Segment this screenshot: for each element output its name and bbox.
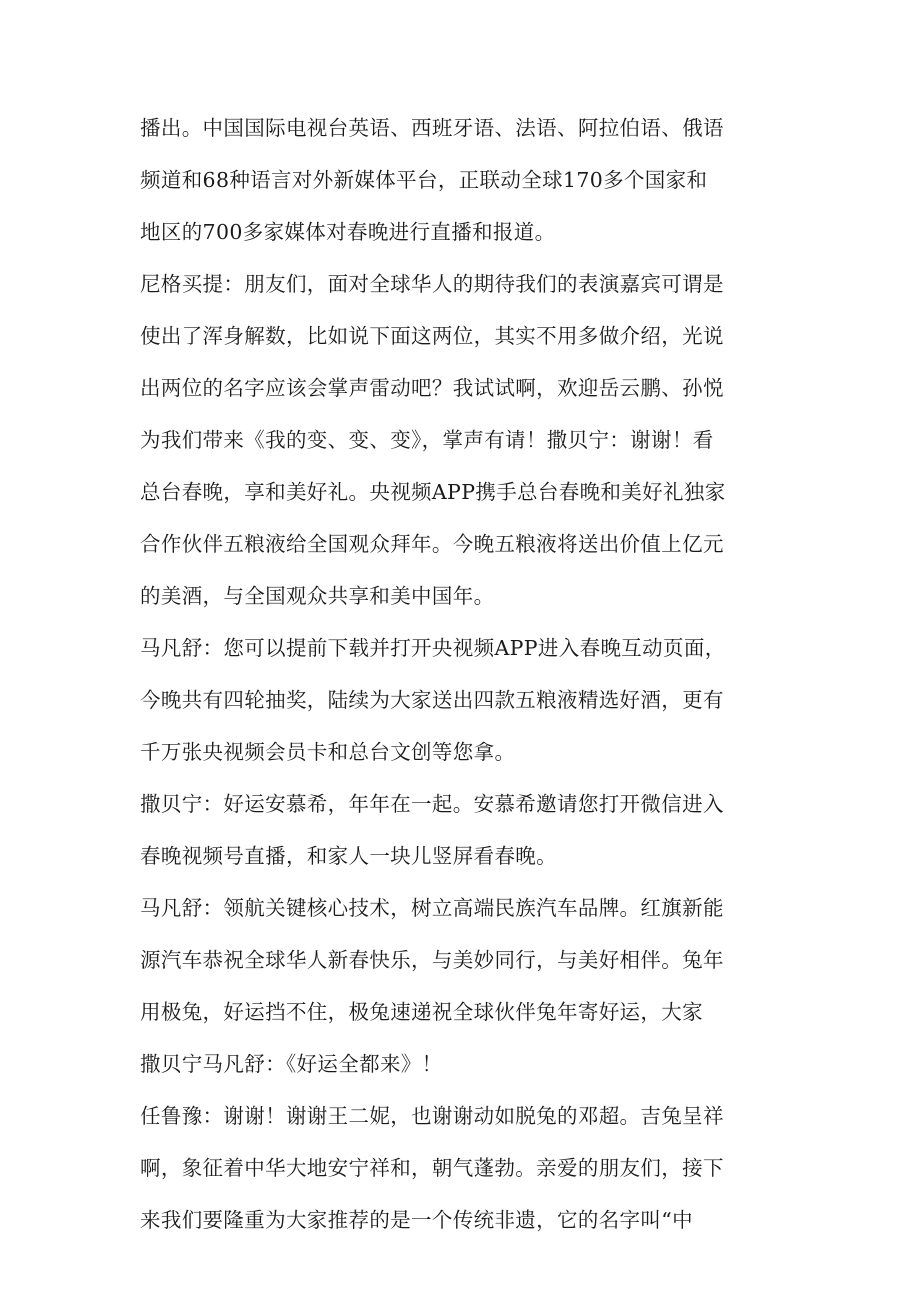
document-body — [140, 102, 790, 1246]
text-line: 啊，象征着中华大地安宁祥和，朝气蓬勃。亲爱的朋友们，接下 — [140, 1156, 724, 1180]
text-line: 出两位的名字应该会掌声雷动吧？我试试啊，欢迎岳云鹏、孙悦 — [140, 376, 724, 400]
text-line: 播出。中国国际电视台英语、西班牙语、法语、阿拉伯语、俄语 — [140, 116, 724, 140]
text-line: 今晚共有四轮抽奖，陆续为大家送出四款五粮液精选好酒，更有 — [140, 688, 724, 712]
text-line: 马凡舒：领航关键核心技术，树立高端民族汽车品牌。红旗新能 — [140, 896, 724, 920]
text-line: 春晚视频号直播，和家人一块儿竖屏看春晚。 — [140, 844, 557, 868]
text-line: 撒贝宁：好运安慕希，年年在一起。安慕希邀请您打开微信进入 — [140, 792, 724, 816]
text-line: 为我们带来《我的变、变、变》，掌声有请！撒贝宁：谢谢！看 — [140, 428, 714, 452]
text-line: 合作伙伴五粮液给全国观众拜年。今晚五粮液将送出价值上亿元 — [140, 532, 724, 556]
text-line: 千万张央视频会员卡和总台文创等您拿。 — [140, 740, 516, 764]
text-line: 使出了浑身解数，比如说下面这两位，其实不用多做介绍，光说 — [140, 324, 724, 348]
text-line: 尼格买提：朋友们，面对全球华人的期待我们的表演嘉宾可谓是 — [140, 272, 724, 296]
text-line: 地区的700多家媒体对春晚进行直播和报道。 — [140, 220, 556, 244]
text-line: 总台春晚，享和美好礼。央视频APP携手总台春晚和美好礼独家 — [140, 480, 726, 504]
text-line: 源汽车恭祝全球华人新春快乐，与美妙同行，与美好相伴。兔年 — [140, 948, 724, 972]
text-line: 频道和68种语言对外新媒体平台，正联动全球170多个国家和 — [140, 168, 708, 192]
text-line: 撒贝宁马凡舒：《好运全都来》！ — [140, 1052, 443, 1076]
text-line: 任鲁豫：谢谢！谢谢王二妮，也谢谢动如脱兔的邓超。吉兔呈祥 — [140, 1104, 724, 1128]
text-line: 的美酒，与全国观众共享和美中国年。 — [140, 584, 495, 608]
text-line: 用极兔，好运挡不住，极兔速递祝全球伙伴兔年寄好运，大家 — [140, 1000, 703, 1024]
text-line: 来我们要隆重为大家推荐的是一个传统非遗，它的名字叫“中 — [140, 1208, 693, 1232]
text-line: 马凡舒：您可以提前下载并打开央视频APP进入春晚互动页面， — [140, 636, 726, 660]
